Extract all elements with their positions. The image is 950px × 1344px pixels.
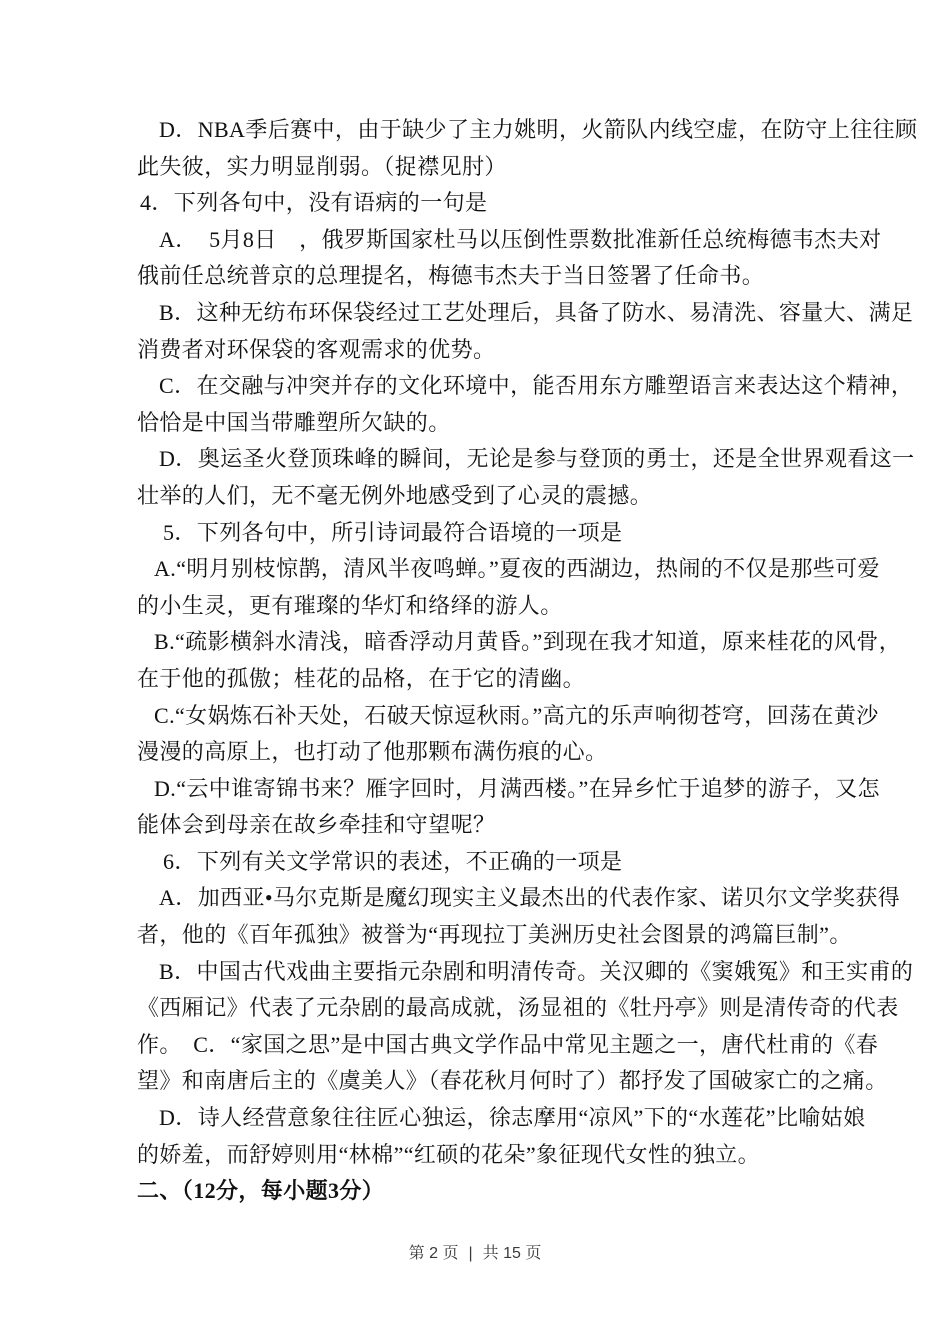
text-line: B．中国古代戏曲主要指元杂剧和明清传奇。关汉卿的《窦娥冤》和王实甫的 [159,958,914,984]
text-line: 能体会到母亲在故乡牵挂和守望呢？ [137,812,496,838]
text-line: 《西厢记》代表了元杂剧的最高成就，汤显祖的《牡丹亭》则是清传奇的代表 [137,995,899,1021]
text-line: 6．下列有关文学常识的表述，不正确的一项是 [163,848,623,874]
text-line: D．奥运圣火登顶珠峰的瞬间，无论是参与登顶的勇士，还是全世界观看这一 [159,446,915,472]
text-line: C．在交融与冲突并存的文化环境中，能否用东方雕塑语言来表达这个精神， [159,373,914,399]
page-number-total: 共 15 页 [482,1245,542,1262]
text-line: 俄前任总统普京的总理提名，梅德韦杰夫于当日签署了任命书。 [137,263,765,289]
page-footer-separator: | [468,1245,473,1262]
text-line: 在于他的孤傲；桂花的品格，在于它的清幽。 [137,665,586,691]
text-line: 消费者对环保袋的客观需求的优势。 [137,336,496,362]
section-heading: 二、（12分，每小题3分） [137,1178,385,1204]
text-line: 望》和南唐后主的《虞美人》（春花秋月何时了）都抒发了国破家亡的之痛。 [137,1068,888,1094]
page-number-current: 第 2 页 [408,1245,459,1262]
text-line: A．加西亚•马尔克斯是魔幻现实主义最杰出的代表作家、诺贝尔文学奖获得 [159,885,901,911]
text-line: 的娇羞，而舒婷则用“林棉”“红硕的花朵”象征现代女性的独立。 [137,1141,761,1167]
text-line: 此失彼，实力明显削弱。（捉襟见肘） [137,153,507,179]
text-line: 恰恰是中国当带雕塑所欠缺的。 [137,409,451,435]
text-line: C.“女娲炼石补天处，石破天惊逗秋雨。”高亢的乐声响彻苍穹，回荡在黄沙 [154,702,879,728]
text-line: B．这种无纺布环保袋经过工艺处理后，具备了防水、易清洗、容量大、满足 [159,299,914,325]
text-line: 作。 C．“家国之思”是中国古典文学作品中常见主题之一，唐代杜甫的《春 [137,1031,879,1057]
page-footer [0,1240,950,1263]
text-line: 漫漫的高原上，也打动了他那颗布满伤痕的心。 [137,739,608,765]
document-body [137,112,918,1210]
text-line: A.“明月别枝惊鹊，清风半夜鸣蝉。”夏夜的西湖边，热闹的不仅是那些可爱 [154,556,880,582]
text-line: 4．下列各句中，没有语病的一句是 [140,190,488,216]
text-line: D．诗人经营意象往往匠心独运，徐志摩用“凉风”下的“水莲花”比喻姑娘 [159,1105,866,1131]
text-line: D.“云中谁寄锦书来？雁字回时，月满西楼。”在异乡忙于追梦的游子，又怎 [154,775,880,801]
text-line: D．NBA季后赛中，由于缺少了主力姚明，火箭队内线空虚，在防守上往往顾 [159,117,918,142]
text-line: B.“疏影横斜水清浅，暗香浮动月黄昏。”到现在我才知道，原来桂花的风骨， [154,629,902,655]
text-line: A． 5月8日 ，俄罗斯国家杜马以压倒性票数批准新任总统梅德韦杰夫对 [159,226,882,252]
text-line: 的小生灵，更有璀璨的华灯和络绎的游人。 [137,592,563,618]
text-line: 5．下列各句中，所引诗词最符合语境的一项是 [163,519,623,545]
text-line: 者，他的《百年孤独》被誉为“再现拉丁美洲历史社会图景的鸿篇巨制”。 [137,922,852,948]
text-line: 壮举的人们，无不毫无例外地感受到了心灵的震撼。 [137,482,653,508]
